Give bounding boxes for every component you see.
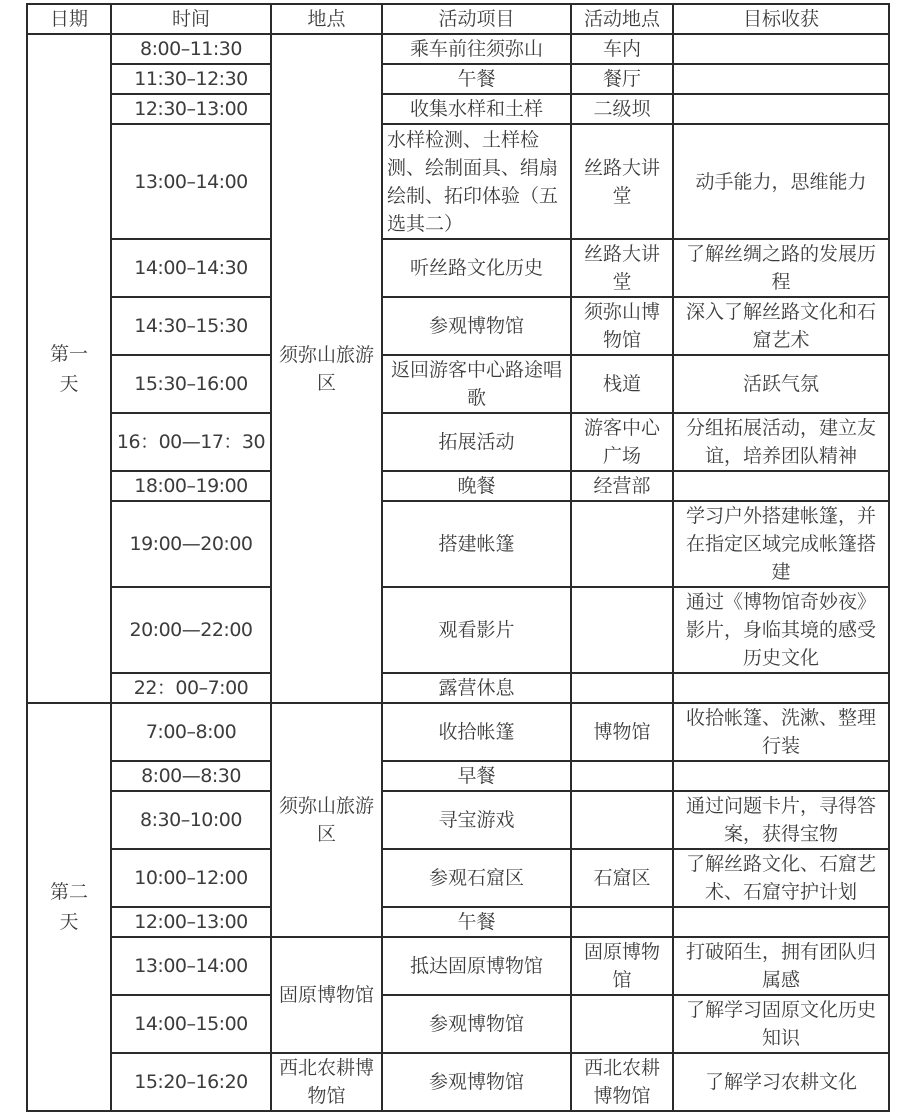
time-cell: 16：00—17：30 bbox=[111, 413, 271, 471]
activity-cell: 拓展活动 bbox=[382, 413, 571, 471]
venue-cell: 固原博物馆 bbox=[571, 937, 673, 995]
goal-cell: 通过问题卡片，寻得答案，获得宝物 bbox=[673, 791, 889, 849]
goal-cell bbox=[673, 94, 889, 124]
activity-cell: 抵达固原博物馆 bbox=[382, 937, 571, 995]
venue-cell: 经营部 bbox=[571, 471, 673, 501]
time-cell: 8:00–11:30 bbox=[111, 34, 271, 64]
table-row bbox=[27, 34, 889, 64]
activity-cell: 寻宝游戏 bbox=[382, 791, 571, 849]
time-cell: 8:30–10:00 bbox=[111, 791, 271, 849]
venue-cell: 栈道 bbox=[571, 355, 673, 413]
venue-cell: 丝路大讲堂 bbox=[571, 239, 673, 297]
venue-cell: 车内 bbox=[571, 34, 673, 64]
table-row bbox=[27, 1053, 889, 1111]
time-cell: 15:30–16:00 bbox=[111, 355, 271, 413]
activity-cell: 收集水样和土样 bbox=[382, 94, 571, 124]
goal-cell bbox=[673, 761, 889, 791]
table-row bbox=[27, 703, 889, 761]
time-cell: 14:00–15:00 bbox=[111, 995, 271, 1053]
header-goal: 目标收获 bbox=[673, 4, 889, 34]
venue-cell: 丝路大讲堂 bbox=[571, 124, 673, 239]
table-row bbox=[27, 849, 889, 907]
table-row bbox=[27, 94, 889, 124]
header-place: 地点 bbox=[271, 4, 382, 34]
venue-cell: 西北农耕博物馆 bbox=[571, 1053, 673, 1111]
goal-cell bbox=[673, 907, 889, 937]
time-cell: 14:30–15:30 bbox=[111, 297, 271, 355]
venue-cell: 二级坝 bbox=[571, 94, 673, 124]
activity-cell: 参观石窟区 bbox=[382, 849, 571, 907]
table-row bbox=[27, 239, 889, 297]
table-row bbox=[27, 937, 889, 995]
time-cell: 14:00–14:30 bbox=[111, 239, 271, 297]
venue-cell: 博物馆 bbox=[571, 703, 673, 761]
activity-cell: 返回游客中心路途唱歌 bbox=[382, 355, 571, 413]
goal-cell: 了解学习固原文化历史知识 bbox=[673, 995, 889, 1053]
goal-cell: 活跃气氛 bbox=[673, 355, 889, 413]
venue-cell bbox=[571, 587, 673, 673]
table-row bbox=[27, 355, 889, 413]
time-cell: 11:30–12:30 bbox=[111, 64, 271, 94]
place-cell: 须弥山旅游区 bbox=[271, 703, 382, 937]
table-row bbox=[27, 673, 889, 703]
activity-cell: 参观博物馆 bbox=[382, 297, 571, 355]
table-row bbox=[27, 587, 889, 673]
goal-cell bbox=[673, 471, 889, 501]
table-row bbox=[27, 471, 889, 501]
goal-cell bbox=[673, 34, 889, 64]
activity-cell: 午餐 bbox=[382, 64, 571, 94]
time-cell: 13:00–14:00 bbox=[111, 124, 271, 239]
goal-cell: 深入了解丝路文化和石窟艺术 bbox=[673, 297, 889, 355]
goal-cell: 了解学习农耕文化 bbox=[673, 1053, 889, 1111]
activity-cell: 乘车前往须弥山 bbox=[382, 34, 571, 64]
venue-cell bbox=[571, 995, 673, 1053]
goal-cell: 打破陌生，拥有团队归属感 bbox=[673, 937, 889, 995]
header-venue: 活动地点 bbox=[571, 4, 673, 34]
venue-cell bbox=[571, 501, 673, 587]
activity-cell: 午餐 bbox=[382, 907, 571, 937]
activity-cell: 参观博物馆 bbox=[382, 1053, 571, 1111]
time-cell: 10:00–12:00 bbox=[111, 849, 271, 907]
activity-cell: 搭建帐篷 bbox=[382, 501, 571, 587]
header-date: 日期 bbox=[27, 4, 111, 34]
header-activity: 活动项目 bbox=[382, 4, 571, 34]
place-cell: 固原博物馆 bbox=[271, 937, 382, 1053]
table-row bbox=[27, 907, 889, 937]
activity-cell: 水样检测、土样检测、绘制面具、绢扇绘制、拓印体验（五选其二） bbox=[382, 124, 571, 239]
header-row bbox=[27, 4, 889, 34]
activity-cell: 听丝路文化历史 bbox=[382, 239, 571, 297]
header-time: 时间 bbox=[111, 4, 271, 34]
venue-cell bbox=[571, 791, 673, 849]
venue-cell: 餐厅 bbox=[571, 64, 673, 94]
table-row bbox=[27, 413, 889, 471]
table-row bbox=[27, 501, 889, 587]
table-row bbox=[27, 124, 889, 239]
venue-cell: 须弥山博物馆 bbox=[571, 297, 673, 355]
time-cell: 15:20–16:20 bbox=[111, 1053, 271, 1111]
time-cell: 22：00–7:00 bbox=[111, 673, 271, 703]
time-cell: 20:00—22:00 bbox=[111, 587, 271, 673]
activity-cell: 露营休息 bbox=[382, 673, 571, 703]
activity-cell: 观看影片 bbox=[382, 587, 571, 673]
venue-cell: 游客中心广场 bbox=[571, 413, 673, 471]
day-label: 第二天 bbox=[27, 703, 111, 1111]
table-row bbox=[27, 791, 889, 849]
goal-cell: 了解丝路文化、石窟艺术、石窟守护计划 bbox=[673, 849, 889, 907]
venue-cell bbox=[571, 907, 673, 937]
itinerary-table bbox=[26, 3, 890, 1112]
activity-cell: 早餐 bbox=[382, 761, 571, 791]
venue-cell bbox=[571, 761, 673, 791]
venue-cell: 石窟区 bbox=[571, 849, 673, 907]
time-cell: 7:00–8:00 bbox=[111, 703, 271, 761]
goal-cell bbox=[673, 64, 889, 94]
goal-cell: 了解丝绸之路的发展历程 bbox=[673, 239, 889, 297]
goal-cell: 通过《博物馆奇妙夜》影片，身临其境的感受历史文化 bbox=[673, 587, 889, 673]
activity-cell: 收拾帐篷 bbox=[382, 703, 571, 761]
time-cell: 18:00–19:00 bbox=[111, 471, 271, 501]
table-row bbox=[27, 297, 889, 355]
day-label: 第一天 bbox=[27, 34, 111, 703]
goal-cell: 动手能力，思维能力 bbox=[673, 124, 889, 239]
activity-cell: 晚餐 bbox=[382, 471, 571, 501]
table-row bbox=[27, 64, 889, 94]
table-row bbox=[27, 995, 889, 1053]
activity-cell: 参观博物馆 bbox=[382, 995, 571, 1053]
place-cell: 西北农耕博物馆 bbox=[271, 1053, 382, 1111]
time-cell: 8:00—8:30 bbox=[111, 761, 271, 791]
table-row bbox=[27, 761, 889, 791]
goal-cell bbox=[673, 673, 889, 703]
goal-cell: 分组拓展活动，建立友谊，培养团队精神 bbox=[673, 413, 889, 471]
goal-cell: 收拾帐篷、洗漱、整理行装 bbox=[673, 703, 889, 761]
time-cell: 12:00–13:00 bbox=[111, 907, 271, 937]
goal-cell: 学习户外搭建帐篷，并在指定区域完成帐篷搭建 bbox=[673, 501, 889, 587]
venue-cell bbox=[571, 673, 673, 703]
time-cell: 12:30–13:00 bbox=[111, 94, 271, 124]
time-cell: 13:00–14:00 bbox=[111, 937, 271, 995]
time-cell: 19:00—20:00 bbox=[111, 501, 271, 587]
place-cell: 须弥山旅游区 bbox=[271, 34, 382, 703]
